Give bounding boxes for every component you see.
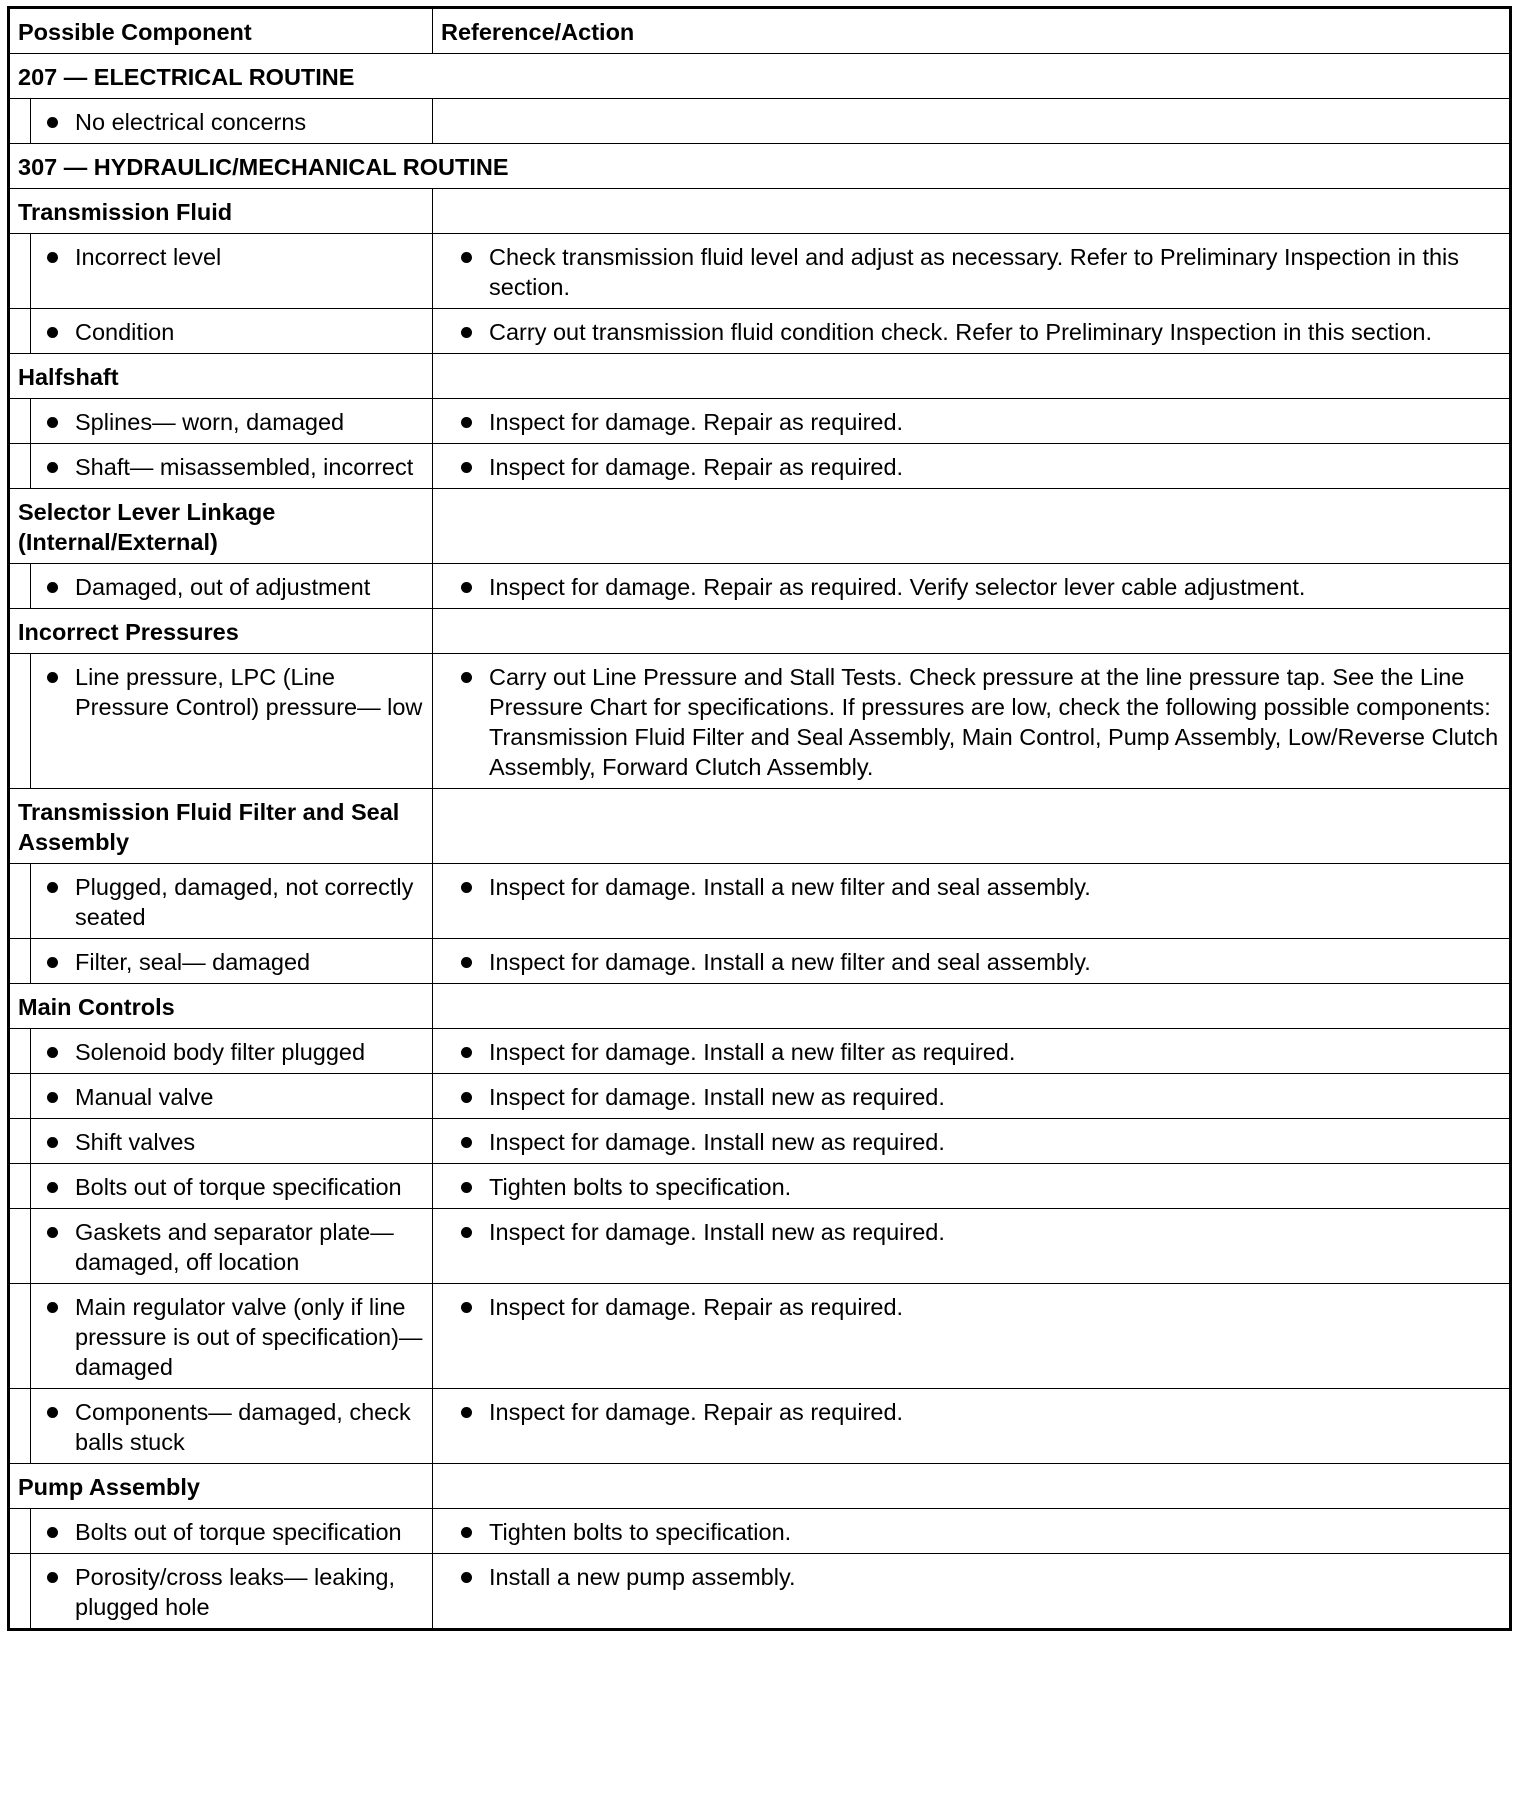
indent-cell — [9, 1509, 31, 1554]
component-cell — [31, 444, 433, 489]
group-name: Halfshaft — [9, 354, 433, 399]
component-text: Condition — [39, 317, 424, 347]
item-row — [9, 99, 1511, 144]
section-title-hydraulic: 307 — HYDRAULIC/MECHANICAL ROUTINE — [9, 144, 1511, 189]
group-name: Transmission Fluid Filter and Seal Assembly — [9, 789, 433, 864]
action-cell — [433, 864, 1511, 939]
header-action: Reference/Action — [433, 8, 1511, 54]
action-text: Inspect for damage. Repair as required. Verify selector lever cable adjustment. — [453, 572, 1501, 602]
component-text: Filter, seal— damaged — [39, 947, 424, 977]
action-text: Inspect for damage. Install a new filter as required. — [453, 1037, 1501, 1067]
component-cell — [31, 1029, 433, 1074]
component-text: Gaskets and separator plate— damaged, off location — [39, 1217, 424, 1277]
action-cell — [433, 1209, 1511, 1284]
item-row — [9, 864, 1511, 939]
action-text: Inspect for damage. Install new as required. — [453, 1127, 1501, 1157]
action-text: Inspect for damage. Repair as required. — [453, 1397, 1501, 1427]
action-cell — [433, 1164, 1511, 1209]
action-cell — [433, 1029, 1511, 1074]
action-cell — [433, 654, 1511, 789]
action-cell — [433, 564, 1511, 609]
component-cell — [31, 309, 433, 354]
component-cell — [31, 939, 433, 984]
component-text: Shaft— misassembled, incorrect — [39, 452, 424, 482]
action-cell — [433, 444, 1511, 489]
component-text: Bolts out of torque specification — [39, 1172, 424, 1202]
indent-cell — [9, 309, 31, 354]
item-row — [9, 1029, 1511, 1074]
indent-cell — [9, 1119, 31, 1164]
item-row — [9, 564, 1511, 609]
action-text: Inspect for damage. Repair as required. — [453, 1292, 1501, 1322]
action-cell-empty — [433, 99, 1511, 144]
component-text: Damaged, out of adjustment — [39, 572, 424, 602]
component-cell — [31, 864, 433, 939]
component-cell — [31, 1209, 433, 1284]
indent-cell — [9, 399, 31, 444]
component-cell — [31, 234, 433, 309]
action-text: Inspect for damage. Install a new filter and seal assembly. — [453, 872, 1501, 902]
component-text: Manual valve — [39, 1082, 424, 1112]
indent-cell — [9, 1284, 31, 1389]
action-text: Check transmission fluid level and adjust as necessary. Refer to Preliminary Inspection in this section. — [453, 242, 1501, 302]
component-text: Plugged, damaged, not correctly seated — [39, 872, 424, 932]
action-text: Inspect for damage. Repair as required. — [453, 407, 1501, 437]
diagnostic-table — [7, 6, 1512, 1631]
section-row-hydraulic — [9, 144, 1511, 189]
indent-cell — [9, 564, 31, 609]
group-name: Pump Assembly — [9, 1464, 433, 1509]
group-row — [9, 1464, 1511, 1509]
action-cell — [433, 1389, 1511, 1464]
component-cell — [31, 1074, 433, 1119]
item-row — [9, 654, 1511, 789]
header-component: Possible Component — [9, 8, 433, 54]
header-row — [9, 8, 1511, 54]
group-row — [9, 189, 1511, 234]
item-row — [9, 1119, 1511, 1164]
component-text: Bolts out of torque specification — [39, 1517, 424, 1547]
item-row — [9, 1164, 1511, 1209]
action-text: Inspect for damage. Install new as required. — [453, 1217, 1501, 1247]
indent-cell — [9, 1209, 31, 1284]
indent-cell — [9, 1389, 31, 1464]
indent-cell — [9, 99, 31, 144]
action-text: Inspect for damage. Install a new filter and seal assembly. — [453, 947, 1501, 977]
component-cell — [31, 1284, 433, 1389]
section-title-electrical: 207 — ELECTRICAL ROUTINE — [9, 54, 1511, 99]
group-name: Transmission Fluid — [9, 189, 433, 234]
component-cell — [31, 1389, 433, 1464]
indent-cell — [9, 1029, 31, 1074]
table-body — [9, 8, 1511, 1630]
item-row — [9, 234, 1511, 309]
group-action-empty — [433, 189, 1511, 234]
action-cell — [433, 1119, 1511, 1164]
item-row — [9, 1554, 1511, 1630]
group-name: Selector Lever Linkage (Internal/External) — [9, 489, 433, 564]
component-text: Shift valves — [39, 1127, 424, 1157]
group-action-empty — [433, 789, 1511, 864]
component-cell — [31, 1554, 433, 1630]
indent-cell — [9, 444, 31, 489]
action-cell — [433, 1509, 1511, 1554]
group-row — [9, 354, 1511, 399]
group-action-empty — [433, 609, 1511, 654]
group-name: Incorrect Pressures — [9, 609, 433, 654]
group-row — [9, 984, 1511, 1029]
group-action-empty — [433, 354, 1511, 399]
component-text: Splines— worn, damaged — [39, 407, 424, 437]
component-cell — [31, 99, 433, 144]
action-cell — [433, 1554, 1511, 1630]
group-name: Main Controls — [9, 984, 433, 1029]
item-row — [9, 444, 1511, 489]
action-text: Tighten bolts to specification. — [453, 1517, 1501, 1547]
group-action-empty — [433, 489, 1511, 564]
item-row — [9, 1209, 1511, 1284]
indent-cell — [9, 864, 31, 939]
component-cell — [31, 564, 433, 609]
component-text: Line pressure, LPC (Line Pressure Control) pressure— low — [39, 662, 424, 722]
action-text: Inspect for damage. Install new as required. — [453, 1082, 1501, 1112]
indent-cell — [9, 1074, 31, 1119]
action-text: Carry out Line Pressure and Stall Tests. Check pressure at the line pressure tap. See the Line Pressure Chart for specifications. If pressures are low, check the following possible components: Transmission Fluid Filter and Seal Assembly, Main Control, Pump Assembly, Low/Reverse Clutch Assembly, Forward Clutch Assembly. — [453, 662, 1501, 782]
group-action-empty — [433, 984, 1511, 1029]
indent-cell — [9, 1164, 31, 1209]
group-row — [9, 489, 1511, 564]
item-row — [9, 939, 1511, 984]
component-cell — [31, 654, 433, 789]
item-row — [9, 1389, 1511, 1464]
item-row — [9, 1509, 1511, 1554]
component-text: Main regulator valve (only if line pressure is out of specification)— damaged — [39, 1292, 424, 1382]
component-text: Porosity/cross leaks— leaking, plugged hole — [39, 1562, 424, 1622]
group-row — [9, 609, 1511, 654]
action-cell — [433, 309, 1511, 354]
indent-cell — [9, 654, 31, 789]
component-cell — [31, 1164, 433, 1209]
component-text: Incorrect level — [39, 242, 424, 272]
group-row — [9, 789, 1511, 864]
action-cell — [433, 1284, 1511, 1389]
action-text: Carry out transmission fluid condition check. Refer to Preliminary Inspection in this section. — [453, 317, 1501, 347]
indent-cell — [9, 1554, 31, 1630]
component-text: Solenoid body filter plugged — [39, 1037, 424, 1067]
indent-cell — [9, 939, 31, 984]
component-cell — [31, 1509, 433, 1554]
action-cell — [433, 234, 1511, 309]
component-text: Components— damaged, check balls stuck — [39, 1397, 424, 1457]
section-row-electrical — [9, 54, 1511, 99]
action-cell — [433, 399, 1511, 444]
item-row — [9, 399, 1511, 444]
action-cell — [433, 1074, 1511, 1119]
component-cell — [31, 1119, 433, 1164]
group-action-empty — [433, 1464, 1511, 1509]
component-cell — [31, 399, 433, 444]
indent-cell — [9, 234, 31, 309]
action-text: Install a new pump assembly. — [453, 1562, 1501, 1592]
component-text: No electrical concerns — [39, 107, 424, 137]
action-text: Tighten bolts to specification. — [453, 1172, 1501, 1202]
action-cell — [433, 939, 1511, 984]
action-text: Inspect for damage. Repair as required. — [453, 452, 1501, 482]
item-row — [9, 1284, 1511, 1389]
item-row — [9, 1074, 1511, 1119]
item-row — [9, 309, 1511, 354]
